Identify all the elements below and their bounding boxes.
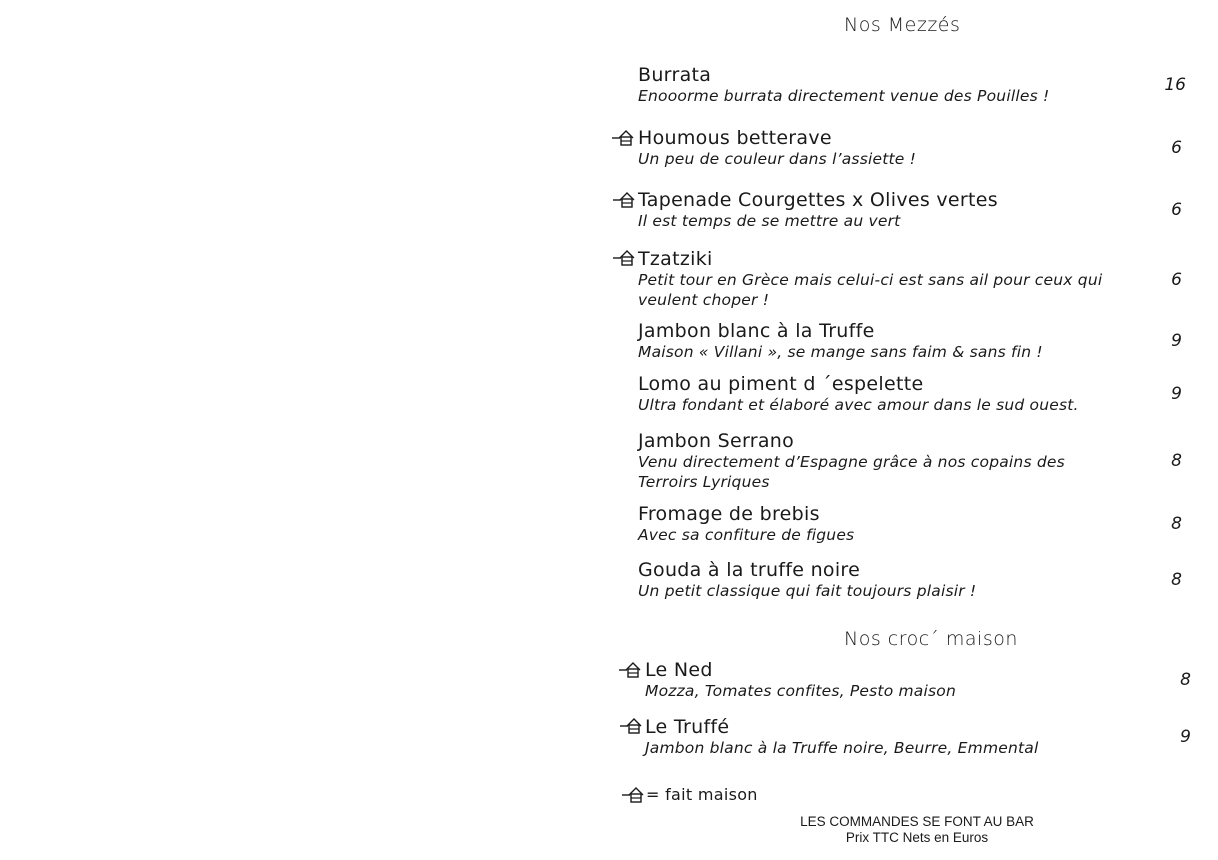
footer-price-note: Prix TTC Nets en Euros [845,830,989,845]
item-price: 8 [1171,451,1182,471]
item-price: 8 [1180,670,1191,690]
footer-order-note: LES COMMANDES SE FONT AU BAR [800,814,1034,829]
item-description: Avec sa confiture de figues [638,526,855,544]
item-price: 6 [1171,138,1182,158]
menu-item [638,430,1108,492]
item-name: Fromage de brebis [638,503,820,525]
menu-item [645,659,1145,701]
menu-item [638,373,1138,415]
menu-item [638,189,1138,231]
legend-text: = fait maison [646,785,758,804]
house-icon [620,717,642,735]
item-description: Un petit classique qui fait toujours plaisir ! [638,582,977,600]
item-price: 9 [1171,331,1182,351]
menu-item [638,559,1138,601]
mezzes-title: Nos Mezzés [844,14,961,36]
item-name: Jambon Serrano [638,430,795,452]
house-icon [619,661,641,679]
item-price: 9 [1180,727,1191,747]
item-name: Lomo au piment d ´espelette [638,373,924,395]
item-description: Un peu de couleur dans l’assiette ! [638,150,917,168]
item-price: 9 [1171,384,1182,404]
item-price: 6 [1171,270,1182,290]
menu-item [638,127,1138,169]
item-price: 6 [1171,200,1182,220]
item-name: Le Ned [645,659,713,681]
footer [767,814,1067,846]
item-name: Le Truffé [645,716,730,738]
house-icon [612,129,634,147]
item-name: Jambon blanc à la Truffe [638,320,875,342]
item-description: Maison « Villani », se mange sans faim & sans fin ! [638,343,1043,361]
item-description: Ultra fondant et élaboré avec amour dans le sud ouest. [638,396,1079,414]
item-price: 16 [1164,75,1186,95]
item-price: 8 [1171,570,1182,590]
item-name: Tzatziki [638,248,713,270]
house-icon [613,191,635,209]
menu-item [638,64,1138,106]
crocs-title: Nos croc´ maison [844,628,1018,650]
house-icon [613,249,635,267]
item-description: Venu directement d’Espagne grâce à nos copains des Terroirs Lyriques [638,453,1065,491]
item-price: 8 [1171,514,1182,534]
item-name: Burrata [638,64,712,86]
item-description: Jambon blanc à la Truffe noire, Beurre, Emmental [645,739,1039,757]
item-description: Il est temps de se mettre au vert [638,212,901,230]
menu-item [638,248,1128,310]
menu-item [645,716,1145,758]
item-name: Tapenade Courgettes x Olives vertes [638,189,998,211]
house-icon [622,786,644,804]
menu-item [638,320,1138,362]
item-name: Houmous betterave [638,127,832,149]
item-description: Enooorme burrata directement venue des Pouilles ! [638,87,1050,105]
item-description: Petit tour en Grèce mais celui-ci est sans ail pour ceux qui veulent choper ! [638,271,1103,309]
item-description: Mozza, Tomates confites, Pesto maison [645,682,956,700]
item-name: Gouda à la truffe noire [638,559,861,581]
menu-item [638,503,1138,545]
